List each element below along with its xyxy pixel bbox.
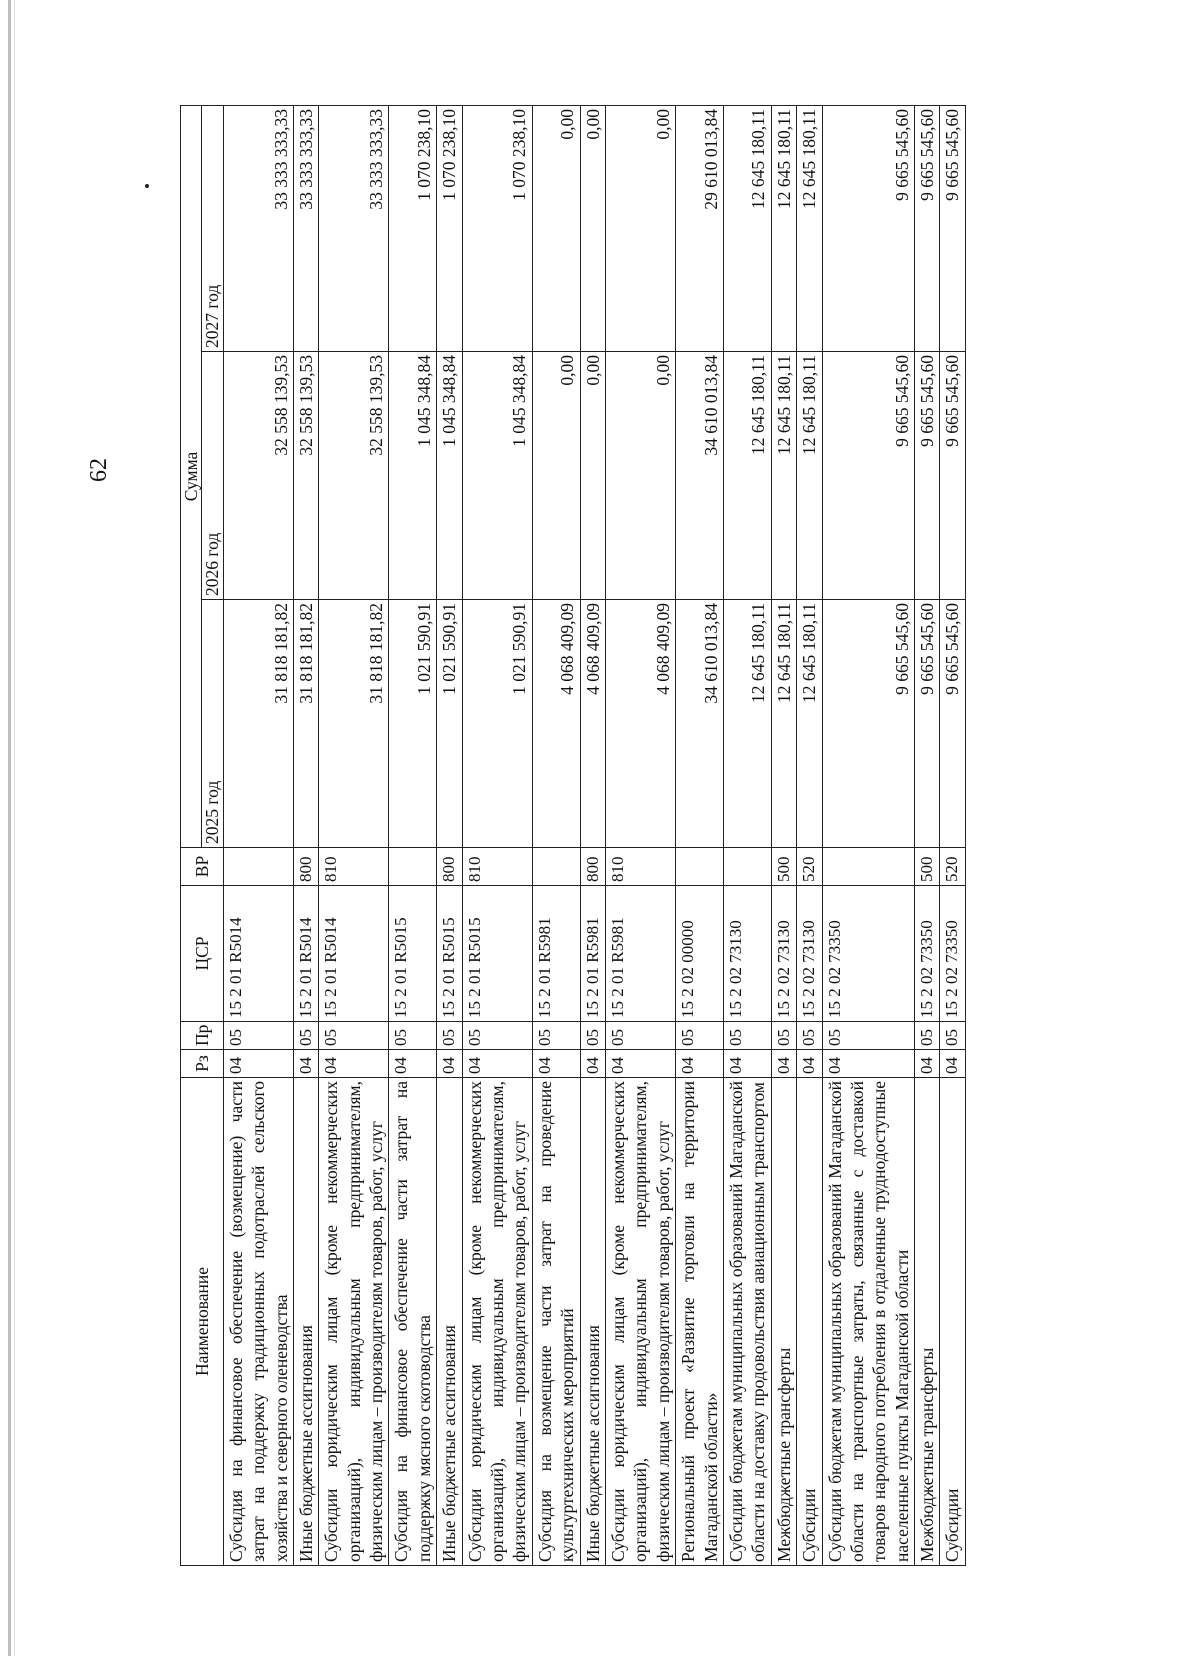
cell-pr: 05 (723, 1022, 771, 1050)
header-2026: 2026 год (202, 352, 223, 600)
cell-2025: 34 610 013,84 (676, 600, 724, 848)
cell-name: Субсидии юридическим лицам (кроме некоммерческих организаций), индивидуальным предпринимателям, физическим лицам – производителям товаров, работ, услуг (462, 1078, 532, 1566)
table-row (293, 105, 318, 1565)
cell-pr: 05 (940, 1022, 965, 1050)
cell-rz: 04 (723, 1050, 771, 1078)
cell-2027: 1 070 238,10 (389, 105, 437, 351)
cell-pr: 05 (580, 1022, 605, 1050)
cell-csr: 15 2 01 R5981 (606, 886, 676, 1022)
table-row (822, 105, 915, 1565)
cell-2026: 12 645 180,11 (723, 352, 771, 600)
cell-2025: 1 021 590,91 (437, 600, 462, 848)
cell-2027: 9 665 545,60 (940, 105, 965, 351)
cell-pr: 05 (462, 1022, 532, 1050)
table-row (532, 105, 580, 1565)
scan-edge-inner (14, 0, 15, 1656)
cell-rz: 04 (915, 1050, 940, 1078)
cell-vr: 810 (319, 848, 389, 886)
cell-pr: 05 (915, 1022, 940, 1050)
cell-2026: 9 665 545,60 (822, 352, 915, 600)
cell-2027: 33 333 333,33 (223, 105, 293, 351)
cell-csr: 15 2 02 73350 (940, 886, 965, 1022)
header-row-1 (181, 105, 202, 1565)
cell-2025: 31 818 181,82 (293, 600, 318, 848)
cell-2027: 9 665 545,60 (915, 105, 940, 351)
cell-name: Иные бюджетные ассигнования (437, 1078, 462, 1566)
cell-2027: 0,00 (606, 105, 676, 351)
cell-csr: 15 2 01 R5981 (532, 886, 580, 1022)
cell-pr: 05 (437, 1022, 462, 1050)
cell-vr: 810 (606, 848, 676, 886)
cell-2026: 1 045 348,84 (462, 352, 532, 600)
cell-vr: 500 (771, 848, 796, 886)
cell-vr (223, 848, 293, 886)
cell-csr: 15 2 01 R5015 (437, 886, 462, 1022)
table-row (915, 105, 940, 1565)
header-pr: Пр (181, 1022, 224, 1050)
cell-name: Межбюджетные трансферты (771, 1078, 796, 1566)
cell-name: Субсидии бюджетам муниципальных образований Магаданской области на доставку продовольствия авиационным транспортом (723, 1078, 771, 1566)
cell-rz: 04 (606, 1050, 676, 1078)
table-body (223, 105, 965, 1565)
cell-2026: 32 558 139,53 (319, 352, 389, 600)
cell-pr: 05 (319, 1022, 389, 1050)
header-2025: 2025 год (202, 600, 223, 848)
page-number: 62 (86, 458, 112, 482)
cell-name: Субсидия на возмещение части затрат на проведение культуртехнических мероприятий (532, 1078, 580, 1566)
table-row (319, 105, 389, 1565)
cell-csr: 15 2 01 R5014 (293, 886, 318, 1022)
cell-2027: 0,00 (580, 105, 605, 351)
table-row (223, 105, 293, 1565)
cell-2025: 9 665 545,60 (940, 600, 965, 848)
cell-2025: 31 818 181,82 (223, 600, 293, 848)
cell-rz: 04 (771, 1050, 796, 1078)
cell-2025: 9 665 545,60 (822, 600, 915, 848)
cell-pr: 05 (797, 1022, 822, 1050)
cell-rz: 04 (223, 1050, 293, 1078)
table-row (462, 105, 532, 1565)
table-row (676, 105, 724, 1565)
cell-rz: 04 (319, 1050, 389, 1078)
header-csr: ЦСР (181, 886, 224, 1022)
cell-name: Иные бюджетные ассигнования (580, 1078, 605, 1566)
cell-rz: 04 (437, 1050, 462, 1078)
cell-pr: 05 (293, 1022, 318, 1050)
cell-2025: 12 645 180,11 (771, 600, 796, 848)
cell-csr: 15 2 02 73130 (771, 886, 796, 1022)
cell-name: Субсидии (797, 1078, 822, 1566)
header-2027: 2027 год (202, 105, 223, 351)
cell-csr: 15 2 02 73130 (797, 886, 822, 1022)
cell-2027: 12 645 180,11 (723, 105, 771, 351)
cell-2027: 29 610 013,84 (676, 105, 724, 351)
cell-csr: 15 2 02 73130 (723, 886, 771, 1022)
cell-2026: 12 645 180,11 (797, 352, 822, 600)
scan-speck (145, 184, 149, 188)
cell-2027: 0,00 (532, 105, 580, 351)
cell-name: Межбюджетные трансферты (915, 1078, 940, 1566)
cell-2027: 9 665 545,60 (822, 105, 915, 351)
cell-2026: 0,00 (606, 352, 676, 600)
cell-rz: 04 (940, 1050, 965, 1078)
cell-2027: 12 645 180,11 (797, 105, 822, 351)
cell-vr (532, 848, 580, 886)
cell-2025: 4 068 409,09 (580, 600, 605, 848)
cell-2026: 0,00 (532, 352, 580, 600)
cell-rz: 04 (822, 1050, 915, 1078)
cell-csr: 15 2 02 73350 (915, 886, 940, 1022)
cell-vr (676, 848, 724, 886)
cell-2026: 9 665 545,60 (940, 352, 965, 600)
cell-pr: 05 (822, 1022, 915, 1050)
cell-vr: 800 (293, 848, 318, 886)
cell-pr: 05 (606, 1022, 676, 1050)
header-name: Наименование (181, 1078, 224, 1566)
cell-2026: 0,00 (580, 352, 605, 600)
cell-vr: 520 (797, 848, 822, 886)
cell-2025: 31 818 181,82 (319, 600, 389, 848)
cell-2026: 32 558 139,53 (293, 352, 318, 600)
cell-name: Субсидии бюджетам муниципальных образований Магаданской области на транспортные затраты, связанные с доставкой товаров народного потребления в отдаленные труднодоступные населенные пункты Магаданской области (822, 1078, 915, 1566)
cell-rz: 04 (293, 1050, 318, 1078)
cell-rz: 04 (462, 1050, 532, 1078)
cell-2027: 1 070 238,10 (437, 105, 462, 351)
cell-2026: 9 665 545,60 (915, 352, 940, 600)
cell-2026: 1 045 348,84 (437, 352, 462, 600)
cell-2025: 9 665 545,60 (915, 600, 940, 848)
cell-2026: 32 558 139,53 (223, 352, 293, 600)
cell-vr (723, 848, 771, 886)
cell-2025: 4 068 409,09 (532, 600, 580, 848)
cell-name: Региональный проект «Развитие торговли на территории Магаданской области» (676, 1078, 724, 1566)
cell-name: Субсидия на финансовое обеспечение (возмещение) части затрат на поддержку традиционных подотраслей сельского хозяйства и северного оленеводства (223, 1078, 293, 1566)
header-vr: ВР (181, 848, 224, 886)
cell-vr: 500 (915, 848, 940, 886)
cell-vr (389, 848, 437, 886)
cell-2027: 33 333 333,33 (293, 105, 318, 351)
cell-csr: 15 2 01 R5014 (319, 886, 389, 1022)
cell-rz: 04 (389, 1050, 437, 1078)
table-row (797, 105, 822, 1565)
cell-rz: 04 (532, 1050, 580, 1078)
scan-edge (8, 0, 11, 1656)
cell-name: Субсидия на финансовое обеспечение части затрат на поддержку мясного скотоводства (389, 1078, 437, 1566)
cell-2027: 33 333 333,33 (319, 105, 389, 351)
cell-pr: 05 (676, 1022, 724, 1050)
cell-2027: 1 070 238,10 (462, 105, 532, 351)
cell-csr: 15 2 01 R5015 (462, 886, 532, 1022)
cell-2025: 12 645 180,11 (797, 600, 822, 848)
cell-csr: 15 2 01 R5015 (389, 886, 437, 1022)
cell-rz: 04 (580, 1050, 605, 1078)
cell-pr: 05 (532, 1022, 580, 1050)
cell-csr: 15 2 01 R5014 (223, 886, 293, 1022)
table-row (389, 105, 437, 1565)
cell-pr: 05 (389, 1022, 437, 1050)
cell-vr: 520 (940, 848, 965, 886)
cell-name: Иные бюджетные ассигнования (293, 1078, 318, 1566)
cell-vr: 810 (462, 848, 532, 886)
table-row (580, 105, 605, 1565)
cell-name: Субсидии юридическим лицам (кроме некоммерческих организаций), индивидуальным предпринимателям, физическим лицам – производителям товаров, работ, услуг (606, 1078, 676, 1566)
cell-2026: 1 045 348,84 (389, 352, 437, 600)
cell-vr (822, 848, 915, 886)
cell-rz: 04 (676, 1050, 724, 1078)
cell-name: Субсидии юридическим лицам (кроме некоммерческих организаций), индивидуальным предпринимателям, физическим лицам – производителям товаров, работ, услуг (319, 1078, 389, 1566)
cell-2025: 1 021 590,91 (389, 600, 437, 848)
cell-vr: 800 (437, 848, 462, 886)
table-row (437, 105, 462, 1565)
cell-2025: 4 068 409,09 (606, 600, 676, 848)
header-sum: Сумма (181, 105, 202, 847)
budget-table (180, 105, 966, 1566)
cell-2026: 34 610 013,84 (676, 352, 724, 600)
cell-csr: 15 2 01 R5981 (580, 886, 605, 1022)
cell-name: Субсидии (940, 1078, 965, 1566)
cell-pr: 05 (771, 1022, 796, 1050)
table-row (940, 105, 965, 1565)
header-rz: Рз (181, 1050, 224, 1078)
table-row (771, 105, 796, 1565)
cell-2027: 12 645 180,11 (771, 105, 796, 351)
cell-2026: 12 645 180,11 (771, 352, 796, 600)
table-row (723, 105, 771, 1565)
cell-2025: 12 645 180,11 (723, 600, 771, 848)
rotated-table-container (180, 106, 963, 1566)
cell-rz: 04 (797, 1050, 822, 1078)
cell-csr: 15 2 02 00000 (676, 886, 724, 1022)
cell-pr: 05 (223, 1022, 293, 1050)
table-row (606, 105, 676, 1565)
cell-csr: 15 2 02 73350 (822, 886, 915, 1022)
cell-vr: 800 (580, 848, 605, 886)
cell-2025: 1 021 590,91 (462, 600, 532, 848)
